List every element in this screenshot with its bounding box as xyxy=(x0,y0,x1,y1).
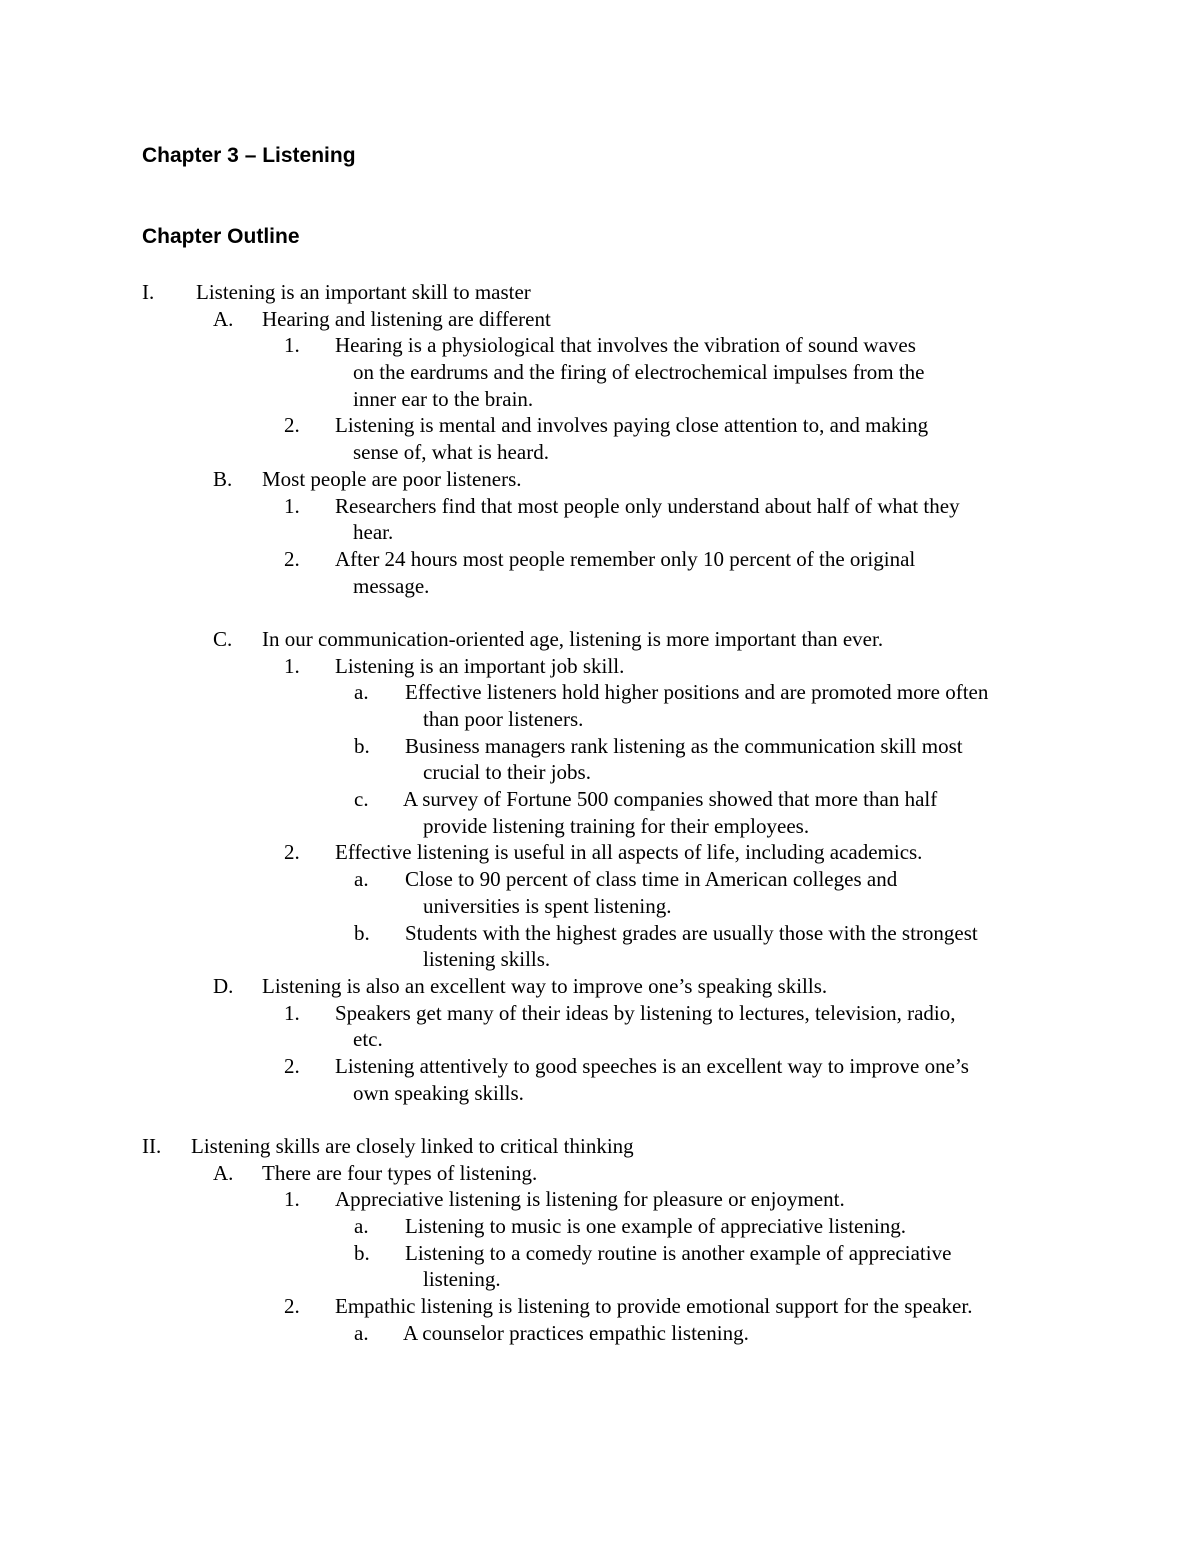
outline-text: Listening is an important job skill. xyxy=(335,653,625,678)
outline-text: etc. xyxy=(353,1027,383,1052)
outline-item xyxy=(0,279,1200,306)
outline-marker: c. xyxy=(354,787,369,812)
outline-text: Listening attentively to good speeches is an excellent way to improve one’s xyxy=(335,1053,969,1078)
outline-text: Listening skills are closely linked to critical thinking xyxy=(191,1134,634,1158)
outline-text: Researchers find that most people only understand about half of what they xyxy=(335,493,960,518)
outline-text: A survey of Fortune 500 companies showed that more than half xyxy=(403,787,938,812)
outline-item xyxy=(0,653,1200,680)
outline-marker: 2. xyxy=(284,546,300,571)
outline-continuation xyxy=(0,1266,1200,1293)
outline-text: Most people are poor listeners. xyxy=(262,466,522,491)
outline-item xyxy=(0,546,1200,573)
outline-marker: 1. xyxy=(284,1187,300,1212)
outline-marker: b. xyxy=(354,920,370,945)
outline-continuation xyxy=(0,386,1200,413)
outline-text: Hearing is a physiological that involves the vibration of sound waves xyxy=(335,333,916,358)
outline-text: In our communication-oriented age, listening is more important than ever. xyxy=(262,626,884,651)
outline-item xyxy=(0,973,1200,1000)
outline-text: There are four types of listening. xyxy=(262,1160,538,1185)
outline-marker: A. xyxy=(213,306,234,331)
outline-marker: 2. xyxy=(284,1053,300,1078)
outline-item xyxy=(0,493,1200,520)
outline-item xyxy=(0,839,1200,866)
outline-item xyxy=(0,920,1200,947)
outline-text: universities is spent listening. xyxy=(423,893,672,918)
outline-marker: 2. xyxy=(284,1294,300,1319)
outline-continuation xyxy=(0,1026,1200,1053)
outline-text: Close to 90 percent of class time in American colleges and xyxy=(405,867,898,892)
outline-text: Listening to a comedy routine is another example of appreciative xyxy=(405,1240,952,1265)
outline-item xyxy=(0,679,1200,706)
outline-marker: b. xyxy=(354,733,370,758)
outline-text: Effective listening is useful in all aspects of life, including academics. xyxy=(335,840,923,865)
outline-text: Students with the highest grades are usually those with the strongest xyxy=(405,920,978,945)
outline-text: on the eardrums and the firing of electrochemical impulses from the xyxy=(353,360,925,385)
outline-text: inner ear to the brain. xyxy=(353,386,534,411)
outline-item xyxy=(0,1186,1200,1213)
outline-continuation xyxy=(0,706,1200,733)
outline-marker: a. xyxy=(354,867,369,892)
outline-marker: 1. xyxy=(284,653,300,678)
blank-line xyxy=(0,599,1200,626)
outline-marker: C. xyxy=(213,626,233,651)
outline-text: Listening is an important skill to master xyxy=(196,280,531,304)
outline-item xyxy=(0,786,1200,813)
outline-text: listening skills. xyxy=(423,947,551,972)
outline-marker: 1. xyxy=(284,493,300,518)
outline-continuation xyxy=(0,946,1200,973)
outline-continuation xyxy=(0,519,1200,546)
outline-text: Empathic listening is listening to provide emotional support for the speaker. xyxy=(335,1294,973,1319)
outline-text: message. xyxy=(353,573,430,598)
outline-continuation xyxy=(0,893,1200,920)
outline-text: crucial to their jobs. xyxy=(423,760,591,785)
outline-continuation xyxy=(0,359,1200,386)
outline-text: hear. xyxy=(353,520,394,545)
outline-marker: 2. xyxy=(284,413,300,438)
chapter-outline xyxy=(0,279,1200,1347)
outline-text: After 24 hours most people remember only 10 percent of the original xyxy=(335,546,916,571)
outline-marker: D. xyxy=(213,973,234,998)
outline-item xyxy=(0,1160,1200,1187)
page-title: Chapter 3 – Listening xyxy=(142,144,356,167)
blank-line xyxy=(0,1106,1200,1133)
outline-text: Business managers rank listening as the communication skill most xyxy=(405,733,963,758)
outline-item xyxy=(0,626,1200,653)
outline-text: Hearing and listening are different xyxy=(262,306,551,331)
outline-text: A counselor practices empathic listening. xyxy=(403,1320,749,1345)
outline-marker: 2. xyxy=(284,840,300,865)
outline-item xyxy=(0,1240,1200,1267)
outline-item xyxy=(0,412,1200,439)
outline-item xyxy=(0,466,1200,493)
section-heading: Chapter Outline xyxy=(142,225,300,248)
outline-item xyxy=(0,306,1200,333)
outline-text: Listening is also an excellent way to improve one’s speaking skills. xyxy=(262,973,828,998)
outline-continuation xyxy=(0,573,1200,600)
outline-continuation xyxy=(0,1080,1200,1107)
outline-text: Listening is mental and involves paying close attention to, and making xyxy=(335,413,929,438)
outline-marker: a. xyxy=(354,1214,369,1239)
outline-item xyxy=(0,1133,1200,1160)
outline-item xyxy=(0,332,1200,359)
outline-marker: b. xyxy=(354,1240,370,1265)
outline-item xyxy=(0,1213,1200,1240)
outline-text: Listening to music is one example of appreciative listening. xyxy=(405,1214,906,1239)
outline-text: Appreciative listening is listening for pleasure or enjoyment. xyxy=(335,1187,845,1212)
outline-item xyxy=(0,866,1200,893)
outline-marker: 1. xyxy=(284,333,300,358)
outline-marker: I. xyxy=(142,280,155,304)
outline-item xyxy=(0,733,1200,760)
outline-continuation xyxy=(0,813,1200,840)
outline-item xyxy=(0,1000,1200,1027)
outline-marker: B. xyxy=(213,466,233,491)
outline-marker: 1. xyxy=(284,1000,300,1025)
outline-marker: A. xyxy=(213,1160,234,1185)
outline-marker: a. xyxy=(354,680,369,705)
outline-text: sense of, what is heard. xyxy=(353,440,549,465)
outline-text: provide listening training for their employees. xyxy=(423,813,810,838)
outline-item xyxy=(0,1320,1200,1347)
outline-continuation xyxy=(0,439,1200,466)
outline-marker: II. xyxy=(142,1134,162,1158)
outline-text: Speakers get many of their ideas by listening to lectures, television, radio, xyxy=(335,1000,956,1025)
outline-item xyxy=(0,1293,1200,1320)
outline-text: than poor listeners. xyxy=(423,707,584,731)
outline-continuation xyxy=(0,759,1200,786)
outline-text: listening. xyxy=(423,1267,501,1292)
outline-item xyxy=(0,1053,1200,1080)
outline-text: own speaking skills. xyxy=(353,1080,524,1105)
outline-marker: a. xyxy=(354,1320,369,1345)
outline-text: Effective listeners hold higher positions and are promoted more often xyxy=(405,680,989,705)
